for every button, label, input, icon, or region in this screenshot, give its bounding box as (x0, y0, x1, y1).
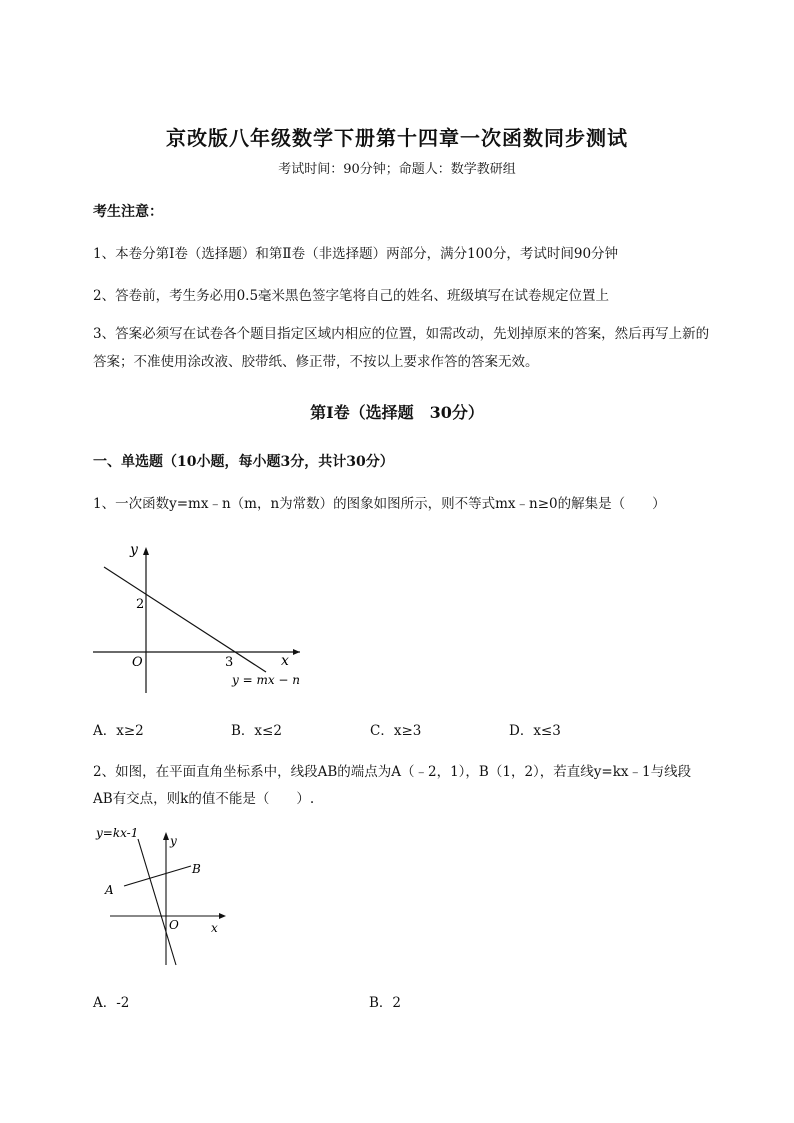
notice-item-3: 3、答案必须写在试卷各个题目指定区域内相应的位置，如需改动，先划掉原来的答案，然后再写上新的答案；不准使用涂改液、胶带纸、修正带，不按以上要求作答的答案无效。 (93, 326, 710, 370)
x-axis-label: x (211, 921, 218, 935)
part-heading: 一、单选题（10小题，每小题3分，共计30分） (93, 454, 394, 470)
q1-option-d[interactable]: D．x≤3 (509, 723, 561, 739)
segment-ab (124, 866, 191, 886)
x-intercept-label: 3 (225, 655, 234, 670)
exam-info: 考试时间：90分钟；命题人：数学教研组 (278, 162, 516, 177)
y-intercept-label: 2 (136, 597, 145, 612)
question-1-graph (88, 535, 318, 700)
q2-option-a[interactable]: A．-2 (93, 995, 130, 1011)
notice-item-2: 2、答卷前，考生务必用0.5毫米黑色签字笔将自己的姓名、班级填写在试卷规定位置上 (93, 288, 610, 304)
point-b-label: B (192, 862, 201, 876)
question-1-stem: 1、一次函数y=mx﹣n（m，n为常数）的图象如图所示，则不等式mx﹣n≥0的解集是（ ） (93, 496, 666, 512)
x-axis-arrow (293, 649, 300, 655)
q1-option-a[interactable]: A．x≥2 (93, 723, 144, 739)
question-2-stem-line-2: AB有交点，则k的值不能是（ ）. (93, 791, 315, 807)
x-axis-label: x (281, 653, 289, 669)
line-y-kx-1 (138, 839, 176, 965)
line-equation-label: y = mx − n (232, 673, 301, 687)
line-label: y=kx-1 (96, 826, 139, 840)
origin-label: O (169, 918, 179, 932)
notice-heading: 考生注意： (93, 204, 163, 220)
x-axis-arrow (219, 913, 226, 919)
page-title: 京改版八年级数学下册第十四章一次函数同步测试 (166, 126, 628, 150)
y-axis-label: y (130, 542, 138, 558)
q2-option-b[interactable]: B．2 (369, 995, 402, 1011)
q1-option-c[interactable]: C．x≥3 (370, 723, 422, 739)
notice-item-1: 1、本卷分第Ⅰ卷（选择题）和第Ⅱ卷（非选择题）两部分，满分100分，考试时间90分钟 (93, 246, 619, 262)
function-line (104, 567, 266, 672)
point-a-label: A (105, 883, 114, 897)
q1-option-b[interactable]: B．x≤2 (231, 723, 282, 739)
question-2-graph (93, 822, 238, 972)
y-axis-label: y (170, 834, 177, 848)
origin-label: O (132, 655, 143, 670)
question-2-stem-line-1: 2、如图，在平面直角坐标系中，线段AB的端点为A（﹣2，1），B（1，2），若直线y=kx﹣1与线段 (93, 764, 692, 780)
y-axis-arrow (163, 832, 169, 840)
section-title: 第Ⅰ卷（选择题 30分） (310, 403, 484, 422)
y-axis-arrow (143, 547, 149, 555)
